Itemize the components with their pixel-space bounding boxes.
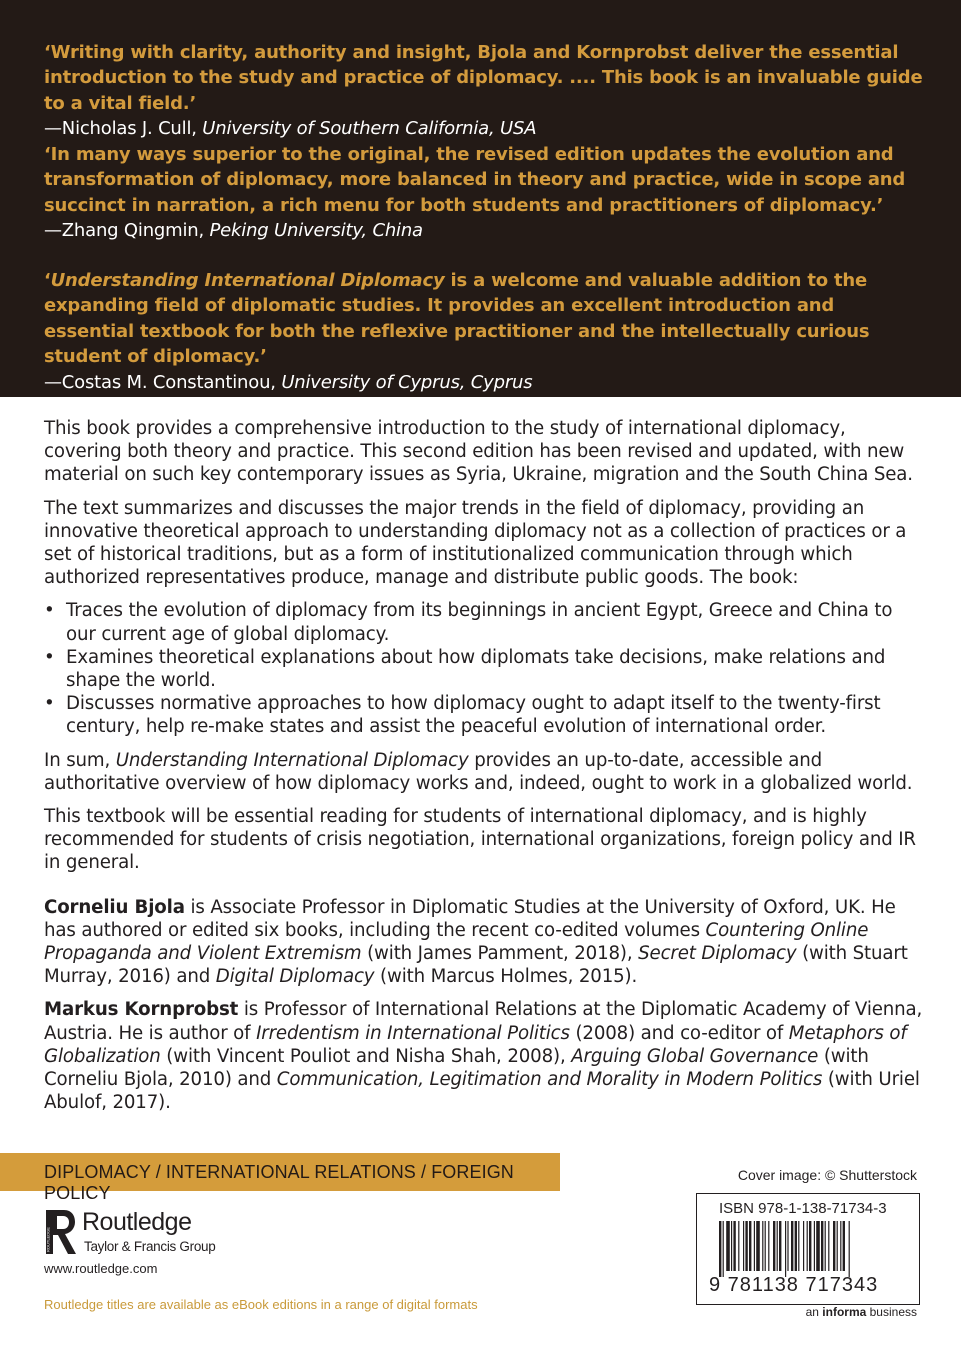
barcode-bar <box>762 1221 763 1271</box>
quote-1-attribution: —Nicholas J. Cull, University of Southern California, USA <box>44 118 537 140</box>
barcode-bar <box>743 1221 744 1271</box>
barcode-bar <box>814 1221 815 1271</box>
quote-3-attribution: —Costas M. Constantinou, University of Cyprus, Cyprus <box>44 371 533 393</box>
barcode-bar <box>840 1221 841 1271</box>
barcode-bar <box>779 1221 781 1271</box>
barcode-icon <box>709 1221 907 1279</box>
barcode-bar <box>731 1221 732 1271</box>
description-paragraph-1: This book provides a comprehensive introduction to the study of international diplomacy, covering both theory and practice. This second edition has been revised and updated, with new material on such key contemporary issues as Syria, Ukraine, migration and the South China Sea. <box>44 418 913 486</box>
quote-2-text: ‘In many ways superior to the original, the revised edition updates the evolution and transformation of diplomacy, more balanced in theory and practice, wide in scope and succinct in narration, a rich menu for both students and practitioners of diplomacy.’ <box>44 144 906 216</box>
barcode-bar <box>803 1221 804 1271</box>
barcode-bar <box>777 1221 778 1271</box>
quote-3-text: ‘Understanding International Diplomacy is a welcome and valuable addition to the expanding field of diplomatic studies. It provides an excellent introduction and essential textbook for both the reflexive practitioner and the intellectually curious student of diplomacy.’ <box>44 270 870 368</box>
barcode-bar <box>795 1221 797 1271</box>
barcode-bar <box>765 1221 766 1271</box>
barcode-bar <box>809 1221 811 1271</box>
quotes-panel <box>0 0 961 397</box>
publisher-name: Routledge <box>82 1208 192 1236</box>
barcode-bar <box>816 1221 820 1271</box>
quote-1 <box>44 40 924 141</box>
cover-credit: Cover image: © Shutterstock <box>737 1167 917 1183</box>
publisher-group: Taylor & Francis Group <box>84 1239 216 1254</box>
list-item: • Examines theoretical explanations about how diplomats take decisions, make relations and shape the world. <box>44 646 924 692</box>
barcode-bar <box>785 1221 786 1277</box>
subject-band <box>0 1153 560 1203</box>
barcode-bar <box>745 1221 747 1271</box>
barcode-bar <box>773 1221 775 1271</box>
barcode-bar <box>787 1221 788 1271</box>
barcode-bar <box>849 1221 850 1277</box>
publisher-website[interactable]: www.routledge.com <box>44 1261 158 1276</box>
barcode-bar <box>749 1221 751 1271</box>
barcode-bar <box>798 1221 799 1271</box>
description-paragraph-2: The text summarizes and discusses the major trends in the field of diplomacy, providing an innovative theoretical approach to understanding diplomacy not as a collection of practices or a set of historical traditions, but as a form of institutionalized communication through which authorized representatives produce, manage and distribute public goods. The book: <box>44 497 907 589</box>
barcode-bar <box>843 1221 845 1271</box>
ean-digits: 9 781138 717343 <box>709 1274 879 1296</box>
barcode-bar <box>723 1221 724 1277</box>
barcode-bar <box>768 1221 769 1271</box>
barcode-bar <box>828 1221 829 1271</box>
barcode-bar <box>821 1221 823 1271</box>
barcode-bar <box>733 1221 735 1271</box>
barcode-bar <box>726 1221 730 1271</box>
barcode-bar <box>807 1221 808 1271</box>
barcode-bar <box>825 1221 826 1271</box>
bullet-list <box>44 599 924 738</box>
description-paragraph-4: This textbook will be essential reading for students of international diplomacy, and is highly recommended for students of crisis negotiation, international organizations, foreign policy and IR in general. <box>44 806 916 874</box>
quote-3 <box>44 268 924 395</box>
quote-2 <box>44 142 924 243</box>
book-description <box>44 417 924 1124</box>
isbn-label: ISBN 978-1-138-71734-3 <box>719 1200 887 1217</box>
quote-1-text: ‘Writing with clarity, authority and insight, Bjola and Kornprobst deliver the essential introduction to the study and practice of diplomacy. .... This book is an invaluable guide to a vital field.’ <box>44 42 923 114</box>
barcode-box <box>696 1193 920 1305</box>
barcode-bar <box>738 1221 739 1271</box>
svg-text:ROUTLEDGE: ROUTLEDGE <box>45 1227 51 1252</box>
barcode-bar <box>756 1221 760 1271</box>
informa-tagline: an informa business <box>805 1305 917 1319</box>
barcode-bar <box>837 1221 838 1271</box>
author-bio-bjola: Corneliu Bjola is Associate Professor in Diplomatic Studies at the University of Oxford, UK. He has authored or edited six books, including the recent co-edited volumes Countering Online Propaganda and Violent Extremism (with James Pamment, 2018), Secret Diplomacy (with Stuart Murray, 2016) and Digital Diplomacy (with Marcus Holmes, 2015). <box>44 896 908 988</box>
barcode-bar <box>719 1221 721 1277</box>
list-item: • Discusses normative approaches to how diplomacy ought to adapt itself to the twenty-first century, help re-make states and assist the peaceful evolution of international order. <box>44 692 924 738</box>
author-bio-kornprobst: Markus Kornprobst is Professor of International Relations at the Diplomatic Academy of Vienna, Austria. He is author of Irredentism in International Politics (2008) and co-editor of Metaphors of Globalization (with Vincent Pouliot and Nisha Shah, 2008), Arguing Global Governance (with Corneliu Bjola, 2010) and Communication, Legitimation and Morality in Modern Politics (with Uriel Abulof, 2017). <box>44 999 923 1114</box>
barcode-bar <box>791 1221 793 1271</box>
barcode-bar <box>754 1221 755 1271</box>
list-item: • Traces the evolution of diplomacy from its beginnings in ancient Egypt, Greece and China to our current age of global diplomacy. <box>44 599 924 645</box>
barcode-bar <box>833 1221 835 1271</box>
description-paragraph-3: In sum, Understanding International Diplomacy provides an up-to-date, accessible and authoritative overview of how diplomacy works and, indeed, ought to work in a globalized world. <box>44 749 913 794</box>
quote-2-attribution: —Zhang Qingmin, Peking University, China <box>44 220 423 242</box>
routledge-r-icon <box>44 1208 78 1256</box>
ebook-note: Routledge titles are available as eBook editions in a range of digital formats <box>44 1297 478 1312</box>
routledge-logo <box>44 1208 244 1258</box>
subject-categories: DIPLOMACY / INTERNATIONAL RELATIONS / FOREIGN POLICY <box>44 1162 514 1203</box>
